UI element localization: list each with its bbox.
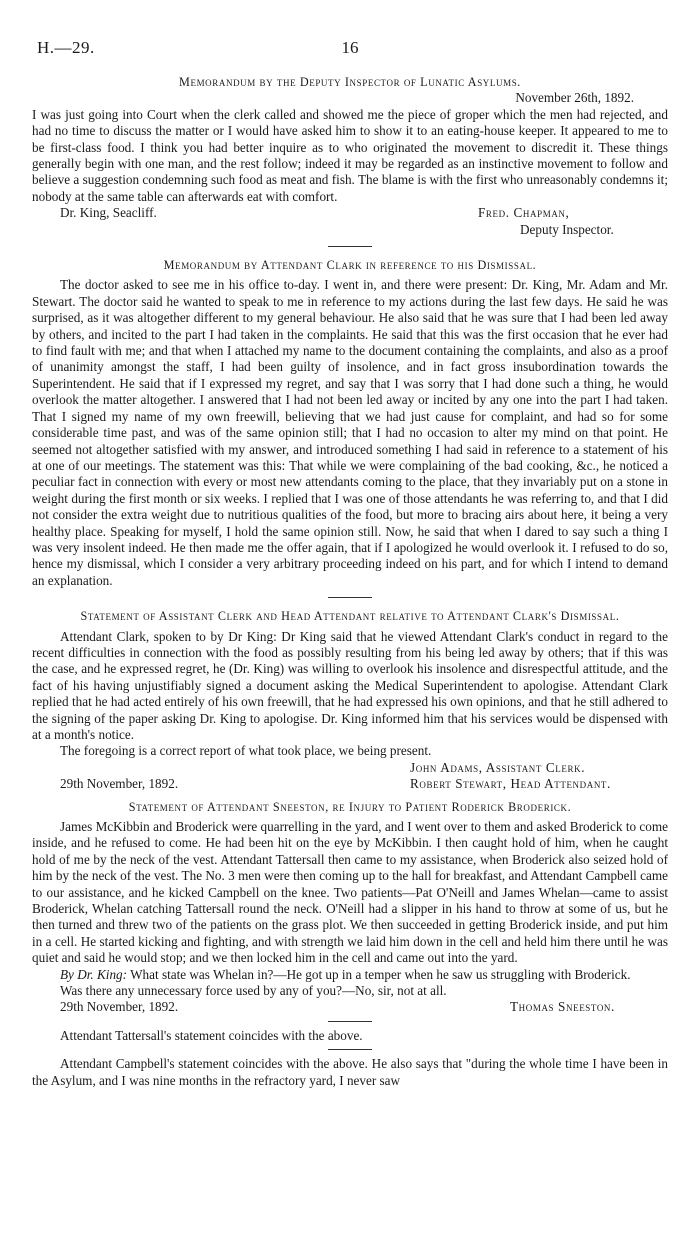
section-divider xyxy=(328,246,372,247)
memo1-date: November 26th, 1892. xyxy=(515,90,634,106)
report-code: H.—29. xyxy=(37,38,95,57)
memo1-signature-row xyxy=(32,205,668,221)
memo1-signature-title-row xyxy=(32,222,668,238)
section-divider xyxy=(328,597,372,598)
statement1-body: Attendant Clark, spoken to by Dr King: Dr King said that he viewed Attendant Clark's conduct in regard to the recent difficulties in connection with the food as possibly resulting from his being led away by others; that if this was the case, and he expressed regret, he (Dr. King) was willing to overlook his insolence and disrespectful attitude, and the fact of his having unjustifiably signed a document asking the Medical Superintendent to apologise. Attendant Clark replied that he had acted entirely of his own freewill, that he had expressed his own opinions, and that he still adhered to the signing of the paper asking Dr. King to apologise. Dr. King informed him that his services would be dispensed with at a month's notice. xyxy=(32,628,668,742)
memo1-body: I was just going into Court when the clerk called and showed me the piece of groper which the men had rejected, and had no time to discuss the matter or I would have asked him to show it to an eating-house keeper. It appeared to me to be first-class food. I think you had better inquire as to who originated the movement to discredit it. These things generally begin with one man, and the rest follow; indeed it may be regarded as an instinctive movement to follow and believe a suggestion condemning such food as meat and fish. The blame is with the first who unreasonably condemns it; nobody at the same table can afterwards eat with comfort. xyxy=(32,106,668,204)
memo1-title: Memorandum by the Deputy Inspector of Lunatic Asylums. xyxy=(179,75,521,89)
statement2-signature-row xyxy=(32,999,668,1015)
section-divider xyxy=(328,1049,372,1050)
statement1-signer2-row xyxy=(32,776,668,792)
statement2-body: James McKibbin and Broderick were quarrelling in the yard, and I went over to them and asked Broderick to come inside, and he refused to come. He had been hit on the eye by McKibbin. I then caught hold of him, when he caught hold of me by the neck of the vest. Attendant Tattersall then came to my assistance, when Broderick also seized hold of him by the neck of the vest. The No. 3 men were then coming up to the hall for breakfast, and Attendant Campbell came to our assistance, and he kicked Campbell on the knee. Two patients—Pat O'Neill and James Whelan—came to assist Broderick, Whelan catching Tattersall round the neck. O'Neill had a slipper in his hand to throw at some of us, but he then turned and threw two of the patients on the grass plot. We then succeeded in getting Broderick inside, and put him in a cell. He started kicking and fighting, and with strength we laid him down in the cell and held him there until he was quiet and said he would stop; and we then locked him in the cell and came out into the yard. xyxy=(32,819,668,966)
statement1-signer1: John Adams, Assistant Clerk. xyxy=(410,759,586,775)
statement2-signature: Thomas Sneeston. xyxy=(510,999,615,1015)
question-speaker: By Dr. King: xyxy=(60,966,128,982)
memo1-addressee: Dr. King, Seacliff. xyxy=(60,205,157,221)
statement1-closing: The foregoing is a correct report of what took place, we being present. xyxy=(60,743,432,759)
memo1-signature: Fred. Chapman, xyxy=(478,205,570,221)
statement2-question1 xyxy=(32,967,668,983)
statement1-signer1-row xyxy=(32,760,668,776)
page-header xyxy=(37,38,663,62)
campbell-statement: Attendant Campbell's statement coincides with the above. He also says that "during the whole time I have been in the Asylum, and I was nine months in the refractory yard, I never saw xyxy=(32,1056,668,1088)
question1-text: What state was Whelan in?—He got up in a temper when he saw us struggling with Broderick. xyxy=(130,966,631,982)
statement1-date: 29th November, 1892. xyxy=(60,776,179,792)
statement1-title: Statement of Assistant Clerk and Head Attendant relative to Attendant Clark's Dismissal. xyxy=(80,609,620,624)
section-divider xyxy=(328,1021,372,1022)
page-number: 16 xyxy=(341,38,359,57)
tattersall-statement: Attendant Tattersall's statement coincides with the above. xyxy=(60,1027,363,1043)
memo1-signature-title: Deputy Inspector. xyxy=(520,221,614,237)
statement2-title: Statement of Attendant Sneeston, re Injury to Patient Roderick Broderick. xyxy=(128,799,572,814)
statement2-question2: Was there any unnecessary force used by any of you?—No, sir, not at all. xyxy=(60,983,447,999)
memo2-body: The doctor asked to see me in his office to-day. I went in, and there were present: Dr. King, Mr. Adam and Mr. Stewart. The doctor said he wanted to speak to me in reference to my actions during the last few days. He said he was surprised, as it was altogether different to my general behaviour. He also said that he was sure that I had been led away by others, and incited to the part I had taken in the complaints. He said that this was the first occasion that he ever had to find fault with me; and that when I attached my name to the document containing the complaints, and also as a proof of unanimity amongst the staff, I had been guilty of insolence, and in fact gross insubordination towards the Superintendent. He said that if I expressed my regret, and say that I was sorry that I had done such a thing, he would overlook the matter altogether. I answered that I had not been led away or incited by any one into the part I had taken. That I signed my name of my own freewill, believing that we had just cause for complaint, and had so for some considerable time past, and was of the same opinion still; that I had no occasion to alter my mind on that point. He seemed not altogether satisfied with my answer, and introduced something I had said in reference to a statement of his at one of our meetings. The statement was this: That while we were complaining of the bad cooking, &c., he noticed a peculiar fact in connection with every or most new attendants coming to the place, that they invariably put on a stone in weight during the first month or six weeks. I replied that I was one of those attendants he was referring to, and that I did not consider the extra weight due to nutritious qualities of the food, but more to bracing airs about here, it being a very healthy place. Speaking for myself, I hold the same opinion still. Now, he said that when I dared to say such a thing I was very insolent indeed. He then made me the offer again, that if I apologized he would overlook it. I refused to do so, hence my dismissal, which I consider a very arbitrary proceeding indeed on his part, and for which I intend to demand an explanation. xyxy=(32,277,668,588)
statement2-date: 29th November, 1892. xyxy=(60,999,179,1015)
statement1-signer2: Robert Stewart, Head Attendant. xyxy=(410,776,611,792)
memo2-title: Memorandum by Attendant Clark in reference to his Dismissal. xyxy=(163,258,537,273)
page-content xyxy=(32,74,668,1089)
